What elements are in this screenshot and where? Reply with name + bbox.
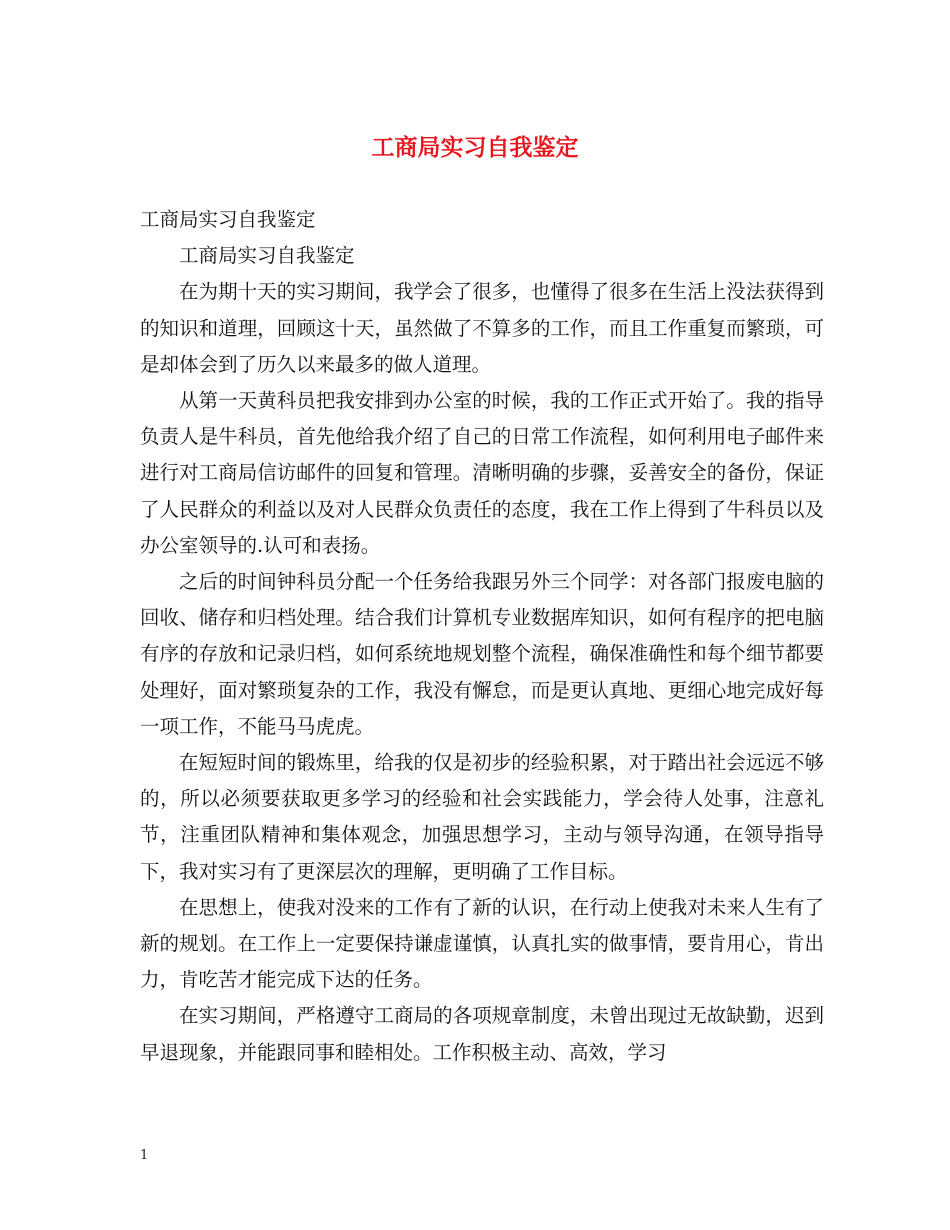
paragraph-3: 之后的时间钟科员分配一个任务给我跟另外三个同学：对各部门报废电脑的回收、储存和归档处理。结合我们计算机专业数据库知识，如何有程序的把电脑有序的存放和记录归档，如何系统地规划整个流程，确保准确性和每个细节都要处理好，面对繁琐复杂的工作，我没有懈怠，而是更认真地、更细心地完成好每一项工作，不能马马虎虎。 xyxy=(140,570,824,738)
document-body xyxy=(140,202,824,1071)
paragraph-1: 在为期十天的实习期间，我学会了很多，也懂得了很多在生活上没法获得到的知识和道理，回顾这十天，虽然做了不算多的工作，而且工作重复而繁琐，可是却体会到了历久以来最多的做人道理。 xyxy=(140,280,824,376)
paragraph-4: 在短短时间的锻炼里，给我的仅是初步的经验积累，对于踏出社会远远不够的，所以必须要获取更多学习的经验和社会实践能力，学会待人处事，注意礼节，注重团队精神和集体观念，加强思想学习，主动与领导沟通，在领导指导下，我对实习有了更深层次的理解，更明确了工作目标。 xyxy=(140,751,824,883)
document-heading: 工商局实习自我鉴定 xyxy=(140,208,316,231)
document-subheading: 工商局实习自我鉴定 xyxy=(179,244,355,268)
paragraph-5: 在思想上，使我对没来的工作有了新的认识，在行动上使我对未来人生有了新的规划。在工作上一定要保持谦虚谨慎，认真扎实的做事情，要肯用心，肯出力，肯吃苦才能完成下达的任务。 xyxy=(140,895,824,992)
page-number: 1 xyxy=(140,1148,149,1163)
paragraph-6: 在实习期间，严格遵守工商局的各项规章制度，未曾出现过无故缺勤，迟到早退现象，并能跟同事和睦相处。工作积极主动、高效，学习 xyxy=(140,1004,824,1064)
paragraph-2: 从第一天黄科员把我安排到办公室的时候，我的工作正式开始了。我的指导负责人是牛科员，首先他给我介绍了自己的日常工作流程，如何利用电子邮件来进行对工商局信访邮件的回复和管理。清晰明确的步骤，妥善安全的备份，保证了人民群众的利益以及对人民群众负责任的态度，我在工作上得到了牛科员以及办公室领导的.认可和表扬。 xyxy=(140,389,824,557)
document-title: 工商局实习自我鉴定 xyxy=(371,134,579,161)
